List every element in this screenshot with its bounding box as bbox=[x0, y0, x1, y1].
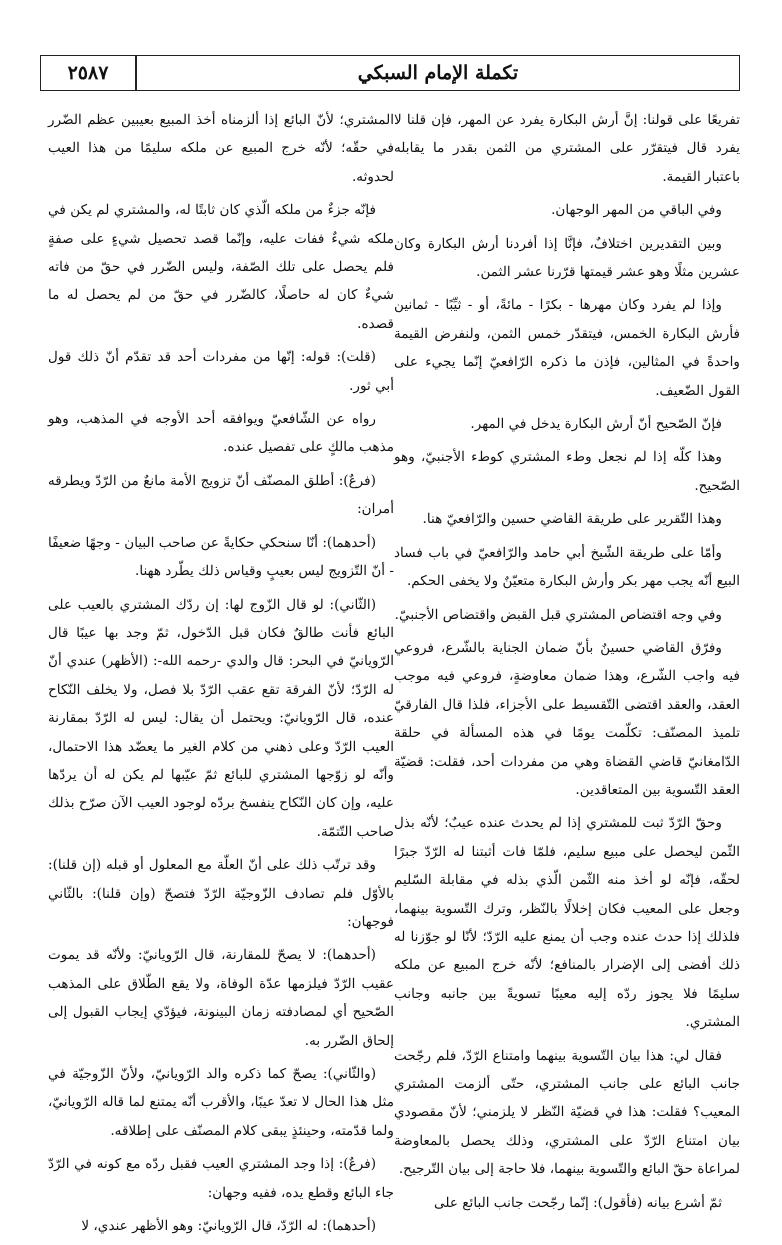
paragraph: وحقّ الرّدّ ثبت للمشتري إذا لم يحدث عنده عيبٌ؛ لأنّه بذل الثّمن ليحصل على مبيع سليم، فلمّا فات أثبتنا له الرّدّ جبرًا لحقّه، فإنّه لو أخذ منه الثّمن الّذي بذله في مقابلة السّليم وجعل على المعيب فكان إخلالًا بالنّظر، وترك التّسوية بينهما، فلذلك إذا حدث عنده وجب أن يمنع عليه الرّدّ؛ لأنّا لو جوّزنا له ذلك أفضى إلى الإضرار بالمنافع؛ لأنّه خرج المبيع عن ملكه سليمًا فلا يجوز ردّه إليه معيبًا تسويةً بين جانبه وجانب المشتري. bbox=[394, 815, 740, 1031]
paragraph: (فرعٌ): إذا وجد المشتري العيب فقبل ردّه مع كونه في الرّدّ جاء البائع وقطع يده، ففيه وجهان: bbox=[48, 1156, 394, 1201]
paragraph: وهذا كلّه إذا لم نجعل وطء المشتري كوطء الأجنبيّ، وهو الصّحيح. bbox=[394, 449, 740, 494]
paragraph: تفريعًا على قولنا: إنَّ أرش البكارة يفرد عن المهر، فإن قلنا لا يفرد قال فيتقرّر على المشتري من الثمن بقدر ما يقابله باعتبار القيمة. bbox=[394, 112, 740, 185]
paragraph: (فرعٌ): أطلق المصنّف أنّ تزويج الأمة مانعٌ من الرّدّ ويطرقه أمران: bbox=[48, 472, 394, 518]
paragraph: وفي وجه اقتضاص المشتري قبل القبض واقتضاص الأجنبيّ. bbox=[394, 606, 722, 623]
paragraph: وهذا التّقرير على طريقة القاضي حسين والرّافعيّ هنا. bbox=[422, 511, 722, 528]
paragraph: وأمّا على طريقة الشّيخ أبي حامد والرّافعيّ في باب فساد البيع أنّه يجب مهر بكر وأرش البكارة متعيّنٌ ولا يخفى الحكم. bbox=[394, 544, 740, 590]
paragraph: (قلت): قوله: إنّها من مفردات أحد قد تقدّم أنّ ذلك قول أبي ثور. bbox=[48, 349, 394, 394]
paragraph: (أحدهما): أنّا سنحكي حكايةً عن صاحب البيان - وجهًا ضعيفًا - أنّ التّزويج ليس بعيبٍ وقياس ذلك يطّرد ههنا. bbox=[48, 534, 394, 580]
paragraph: (والثّاني): يصحّ كما ذكره والد الرّويانيّ، ولأنّ الزّوجيّة في مثل هذا الحال لا تعدّ عيبًا، والأقرب أنّه يمتنع لما قاله الرّويانيّ، ولما قدّمته، وحينئذٍ يبقى كلام المصنّف على إطلاقه. bbox=[48, 1066, 394, 1139]
paragraph: ثمّ أشرع بيانه (فأقول): إنّما رجّحت جانب البائع على bbox=[434, 1194, 722, 1211]
paragraph: فقال لي: هذا بيان التّسوية بينهما وامتناع الرّدّ، فلم رجّحت جانب البائع على جانب المشتري، حتّى ألزمت المشتري المعيب؟ فقلت: هذا في قضيّة النّظر لا يلزمني؛ لأنّ مقصودي بيان امتناع الرّدّ على المشتري، وذلك يحصل بالمعاوضة لمراعاة حقّ البائع والتّسوية بينهما، فلا حاجة إلى بيان التّرجيح. bbox=[394, 1047, 740, 1178]
paragraph: (الثّاني): لو قال الزّوج لها: إن ردّك المشتري بالعيب على البائع فأنت طالقٌ فكان قبل الدّخول، ثمّ وجد بها عيبًا قال الرّويانيّ في البحر: قال والدي -رحمه الله-: (الأظهر) عندي أنّ له الرّدّ؛ لأنّ الفرقة تقع عقب الرّدّ بلا فصل، ولا يخلف النّكاح عنده، قال الرّويانيّ: ويحتمل أن يقال: ليس له الرّدّ بمقارنة العيب الرّدّ وعلى ذهني من كلام الغير ما يعضّد هذا الاحتمال، وأنّه لو زوّجها المشتري للبائع ثمّ عيّبها لم يكن له أن يردّها عليه، وإن كان النّكاح ينفسخ بردّه لوجود العيب الآن صرّح بذلك صاحب التّتمّة. bbox=[48, 596, 394, 840]
paragraph: (أحدهما): له الرّدّ، قال الرّويانيّ: وهو الأظهر عندي، لا bbox=[81, 1218, 376, 1235]
paragraph: وفي الباقي من المهر الوجهان. bbox=[551, 202, 722, 219]
paragraph: وبين التقديرين اختلافٌ، فإنَّا إذا أفردنا أرش البكارة وكان عشرين مثلًا وهو عشر قيمتها قرّرنا عشر الثمن. bbox=[394, 235, 740, 281]
page-number: ٢٥٨٧ bbox=[67, 62, 109, 84]
running-header bbox=[40, 55, 740, 91]
paragraph: (أحدهما): لا يصحّ للمقارنة، قال الرّويانيّ: ولأنّه قد يموت عقيب الرّدّ فيلزمها عدّة الوفاة، ولا يقع الطّلاق على المذهب الصّحيح أي لمصادفته زمان البينونة، فيؤدّي إيجاب القبول إلى إلحاق الضّرر به. bbox=[48, 947, 394, 1049]
left-text-column bbox=[48, 106, 394, 1245]
paragraph: فإنّ الصّحيح أنّ أرش البكارة يدخل في المهر. bbox=[470, 416, 722, 433]
paragraph: وفرّق القاضي حسينٌ بأنّ ضمان الجناية بالشّرع، فروعي فيه واجب الشّرع، وهذا ضمان معاوضةٍ، فروعي فيه موجب العقد، والعقد اقتضى التّقسيط على الأجزاء، فلذا قال الفارقيّ تلميذ المصنّف: تكلّمت يومًا في هذه المسألة في حلقة الدّامغانيّ قاضي القضاة وهي من مفردات أحد، فقلت: قضيّة العقد التّسوية بين المتعاقدين. bbox=[394, 639, 740, 798]
paragraph: المشتري؛ لأنّ البائع إذا ألزمناه أخذ المبيع بعيبين عظم الضّرر في حقّه؛ لأنّه خرج المبيع عن ملكه سليمًا من هذا العيب لحدوثه. bbox=[48, 112, 394, 185]
right-text-column bbox=[394, 106, 740, 1222]
paragraph: فإنّه جزءٌ من ملكه الّذي كان ثابتًا له، والمشتري لم يكن في ملكه شيءٌ ففات عليه، وإنّما قصد تحصيل شيءٍ على صفةٍ فلم يحصل على تلك الصّفة، وليس الضّرر في حقّ من فاته شيءٌ كان له حاصلًا، كالضّرر في حقّ من لم يحصل له ما قصده. bbox=[48, 202, 394, 332]
book-title: تكملة الإمام السبكي bbox=[357, 62, 519, 84]
paragraph: رواه عن الشّافعيّ ويوافقه أحد الأوجه في المذهب، وهو مذهب مالكٍ على تفصيل عنده. bbox=[48, 411, 394, 456]
paragraph: وقد ترتّب ذلك على أنّ العلّة مع المعلول أو قبله (إن قلنا): بالأوّل فلم تصادف الزّوجيّة الرّدّ فتصحّ (وإن قلنا): بالثّاني فوجهان: bbox=[48, 857, 394, 930]
paragraph: وإذا لم يفرد وكان مهرها - بكرًا - مائةً، أو - ثيِّبًا - ثمانين فأرش البكارة الخمس، فيتقدّر خمس الثمن، ولنفرض القيمة واحدةً في المثالين، فإذن ما ذكره الرّافعيّ إنّما يجيء على القول الضّعيف. bbox=[394, 297, 740, 399]
header-divider bbox=[135, 56, 137, 90]
